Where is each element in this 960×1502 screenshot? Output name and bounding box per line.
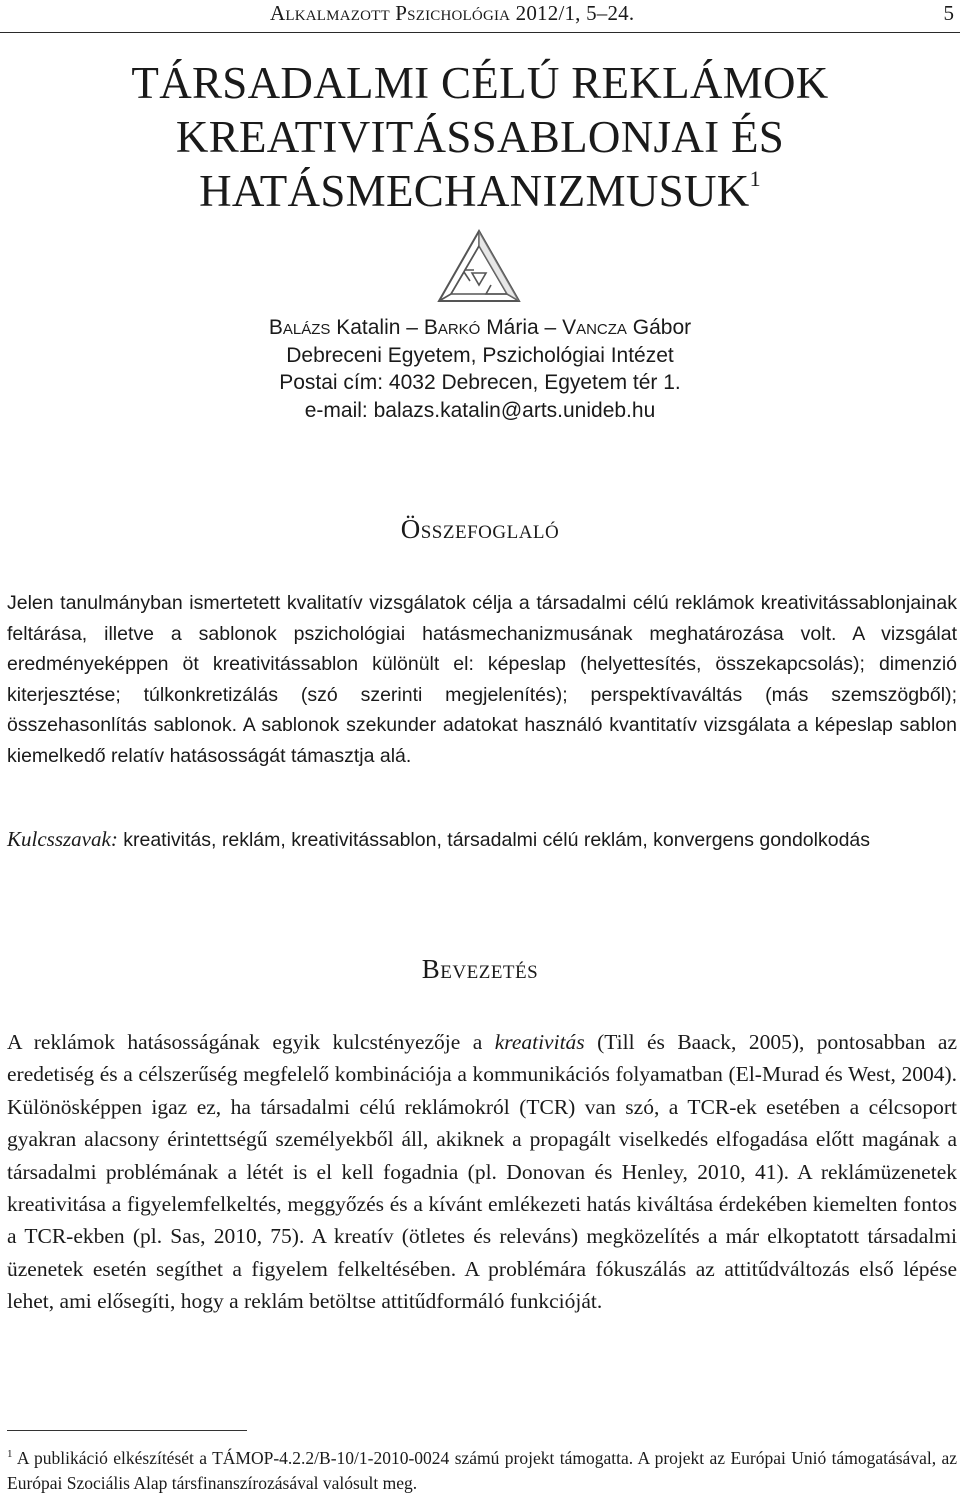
introduction-heading: Bevezetés [421, 954, 539, 984]
keywords-list: kreativitás, reklám, kreativitássablon, társadalmi célú reklám, konvergens gondolkodás [123, 829, 871, 851]
penrose-triangle-icon [436, 228, 522, 306]
abstract-heading: Összefoglaló [400, 514, 560, 544]
keywords [7, 824, 957, 856]
running-head [0, 0, 960, 33]
author-block [0, 314, 960, 424]
author-2-given: Mária [486, 316, 539, 339]
email-address: e-mail: balazs.katalin@arts.unideb.hu [304, 398, 656, 422]
footnote-text: A publikáció elkészítését a TÁMOP-4.2.2/B-10/1-2010-0024 számú projekt támogatta. A projekt az Európai Unió támogatásával, az Európai Szociális Alap társfinanszírozásával valósult meg. [7, 1448, 957, 1493]
intro-emphasis: kreativitás [494, 1030, 585, 1054]
author-separator: – [544, 316, 557, 339]
journal-citation: Alkalmazott Pszichológia 2012/1, 5–24. [270, 1, 635, 25]
title-footnote-mark: 1 [749, 166, 761, 191]
footnote-mark: 1 [7, 1448, 13, 1460]
author-1-surname: Balázs [268, 316, 331, 339]
footnote [7, 1446, 957, 1496]
author-3-given: Gábor [632, 316, 692, 339]
author-names [0, 314, 960, 342]
title-line-3-text: HATÁSMECHANIZMUSUK [199, 166, 750, 216]
intro-text-before: A reklámok hatásosságának egyik kulcstényezője a [7, 1030, 495, 1054]
article-title [0, 56, 960, 218]
page-number: 5 [943, 1, 954, 25]
keywords-label: Kulcsszavak: [7, 827, 118, 851]
abstract-text: Jelen tanulmányban ismertetett kvalitatív vizsgálatok célja a társadalmi célú reklámok kreativitássablonjainak feltárása, illetve a sablonok pszichológiai hatásmechanizmusának meghatározása volt. A vizsgálat eredményeképpen öt kreativitássablon különült el: képeslap (helyettesítés, összekapcsolás); dimenzió kiterjesztése; túlkonkretizálás (szó szerinti megjelenítés); perspektívaváltás (más szemszögből); összehasonlítás sablonok. A sablonok szekunder adatokat használó kvantitatív vizsgálata a képeslap sablon kiemelkedő relatív hatásosságát támasztja alá. [7, 592, 957, 767]
intro-text-after: (Till és Baack, 2005), pontosabban az eredetiség és a célszerűség megfelelő kombinációja a kommunikációs folyamatban (El-Murad és West, 2004). Különösképpen igaz ez, ha társadalmi célú reklámokról (TCR) van szó, a TCR-ek esetében a célcsoport gyakran alacsony érintettségű személyekből áll, akiknek a propagált viselkedés elfogadása előtt magának a társadalmi problémának a létét is el kell fogadnia (pl. Donovan és Henley, 2010, 41). A reklámüzenetek kreativitása a figyelemfelkeltés, meggyőzés és a kívánt emlékezeti hatás kiváltása érdekében kiemelten fontos a TCR-ekben (pl. Sas, 2010, 75). A kreatív (ötletes és releváns) megközelítés a már elkoptatott társadalmi üzenetek esetén segíthet a figyelem felkeltésében. A problémára fókuszálás az attitűdváltozás első lépése lehet, ami elősegíti, hogy a reklám betöltse attitűdformáló funkcióját. [7, 1030, 957, 1314]
title-line-3 [0, 164, 960, 218]
footnote-divider [7, 1430, 247, 1431]
title-line-2: KREATIVITÁSSABLONJAI ÉS [175, 112, 785, 162]
affiliation: Debreceni Egyetem, Pszichológiai Intézet [286, 343, 674, 367]
author-1-given: Katalin [336, 316, 401, 339]
title-line-1: TÁRSADALMI CÉLÚ REKLÁMOK [131, 58, 829, 108]
author-2-surname: Barkó [423, 316, 481, 339]
author-separator: – [406, 316, 418, 339]
author-3-surname: Vancza [562, 316, 627, 339]
postal-address: Postai cím: 4032 Debrecen, Egyetem tér 1. [279, 371, 681, 394]
introduction-paragraph [7, 1026, 957, 1318]
